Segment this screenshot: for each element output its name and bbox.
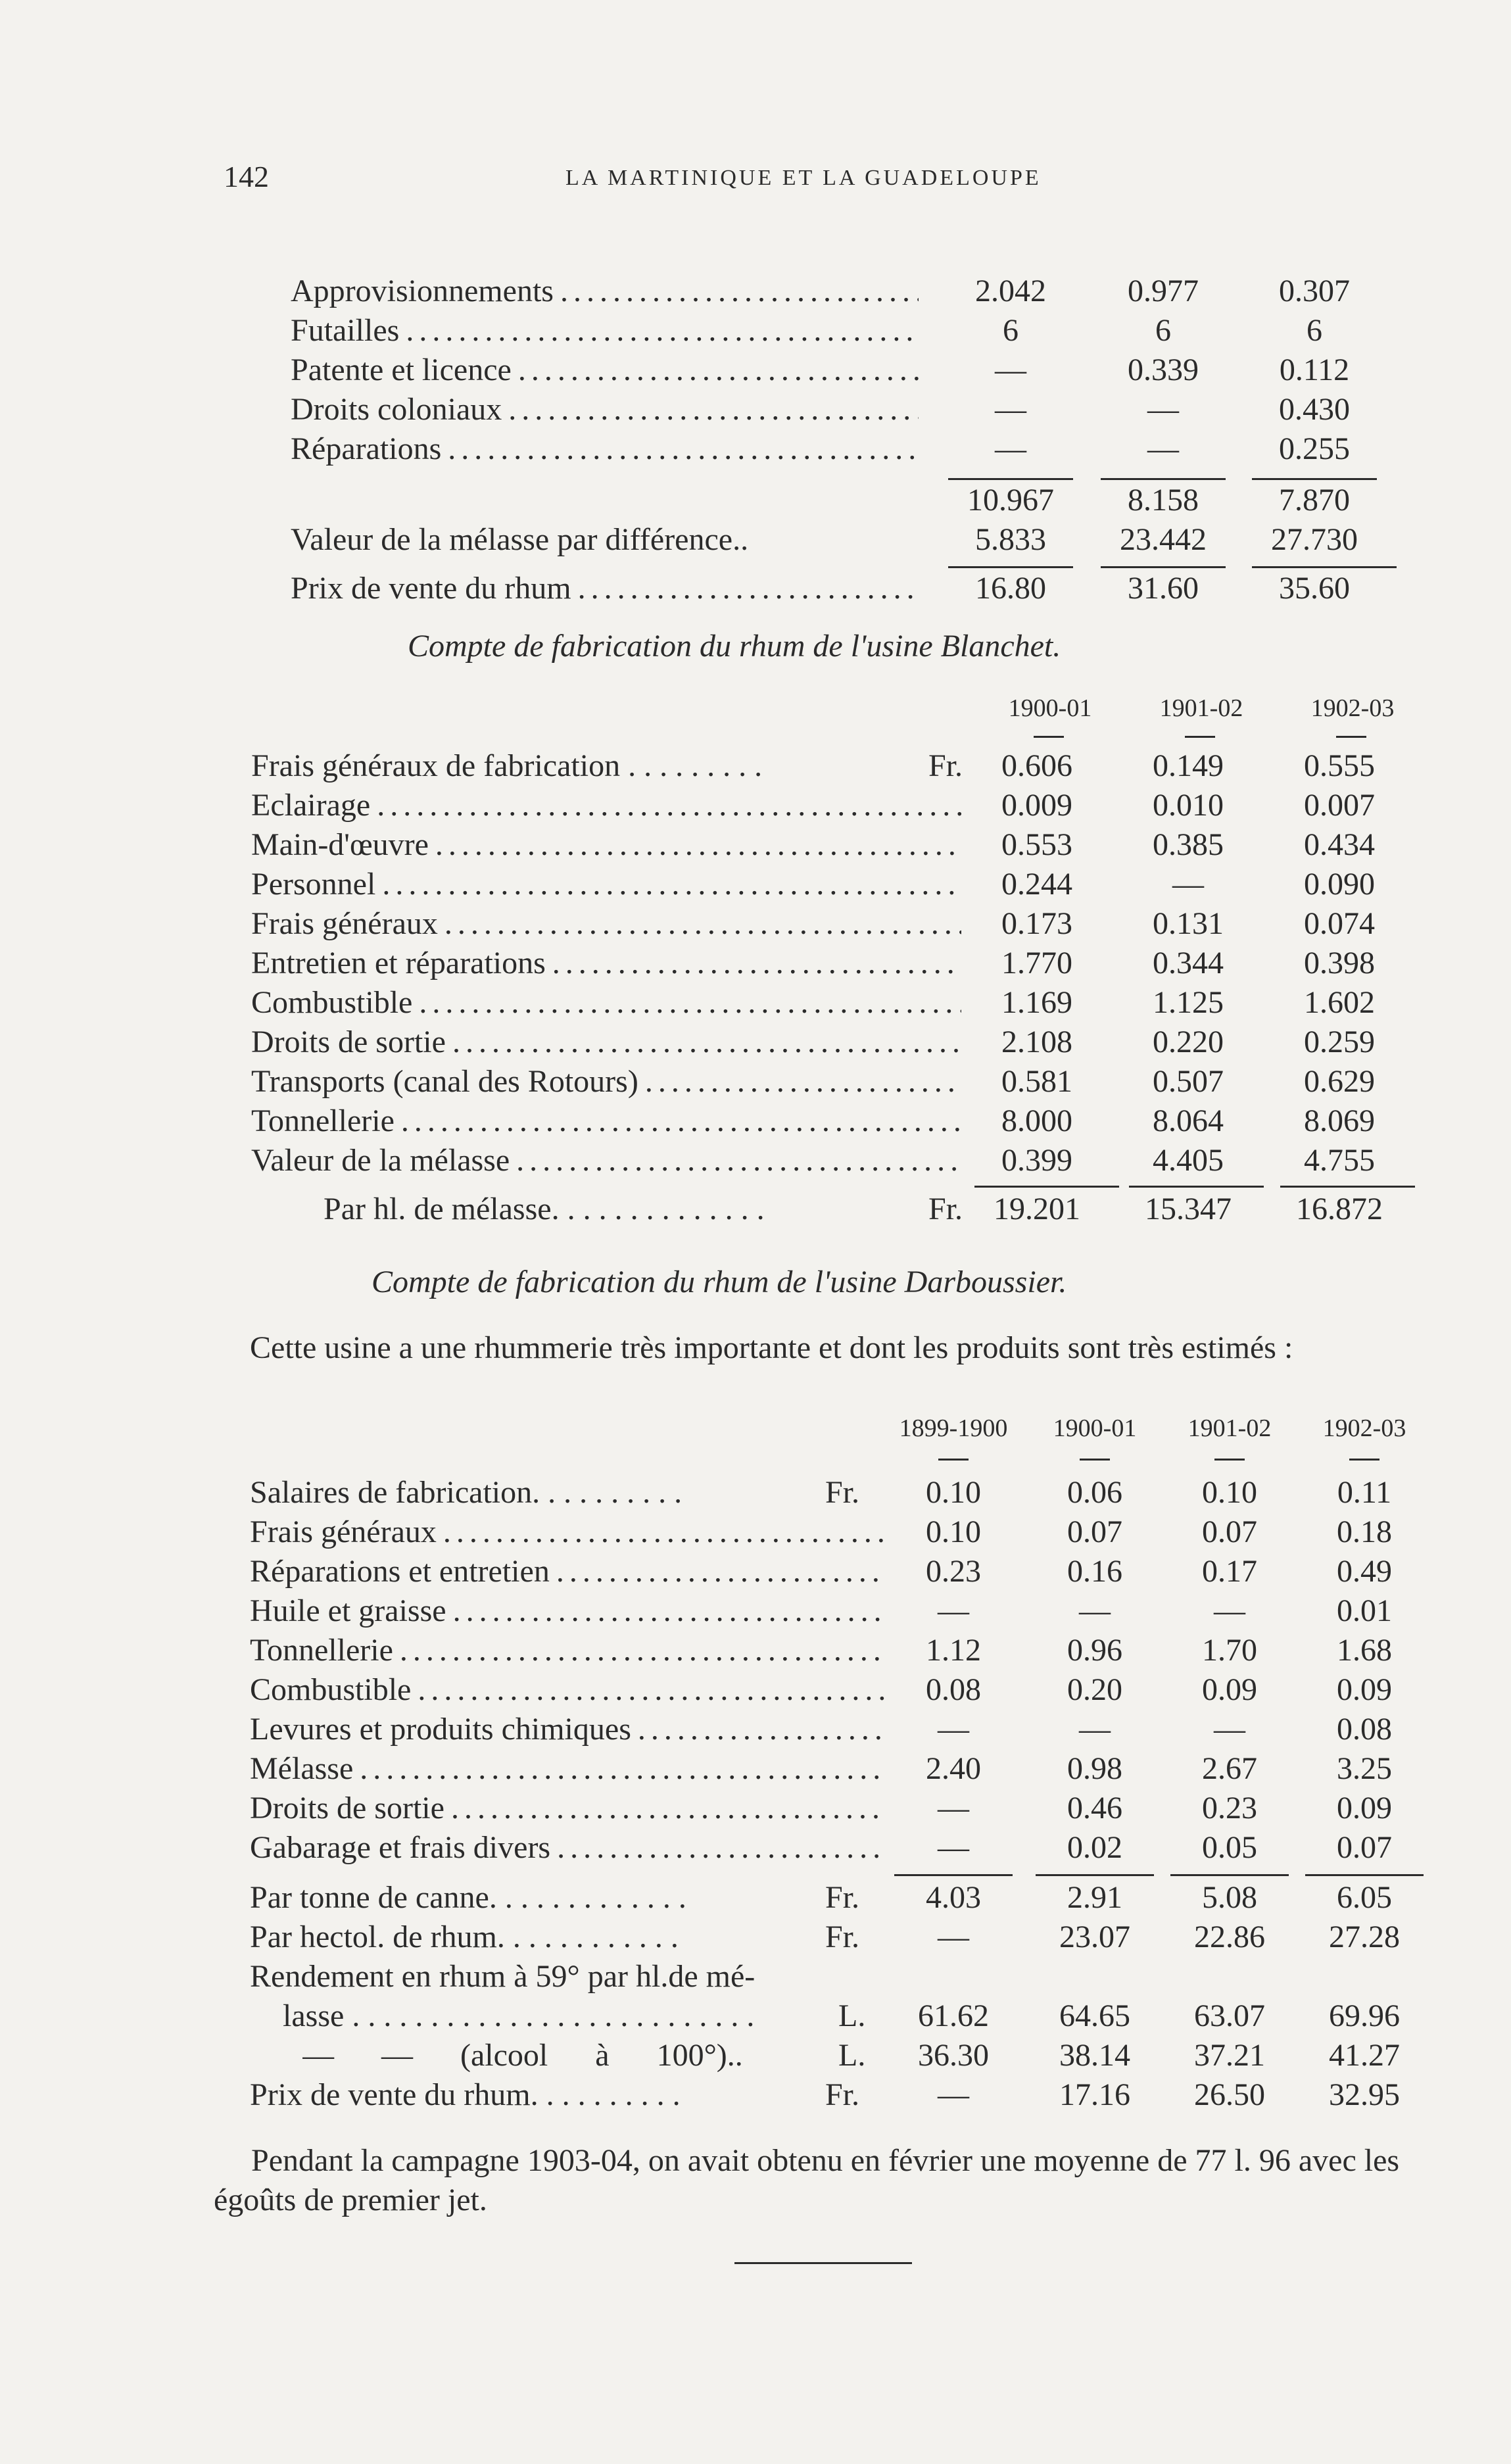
row-label: Mélasse . . . [250,1751,884,1787]
cell: 1.125 [1153,985,1224,1020]
cell: 0.07 [1337,1830,1392,1865]
cell: 17.16 [1059,2077,1130,2112]
cell: 0.10 [1202,1475,1257,1510]
cell: 36.30 [918,2038,989,2073]
sum-rule [1036,1874,1154,1876]
cell: 0.49 [1337,1554,1392,1589]
cell: 23.07 [1059,1920,1130,1954]
cell: 8.158 [1128,483,1199,518]
cell: 27.28 [1329,1920,1400,1954]
cell: 0.244 [1001,867,1072,902]
unit-label: L. [838,1998,866,2033]
row-label: Droits coloniaux . . . [291,391,919,427]
cell: 0.16 [1067,1554,1122,1589]
cell: 0.112 [1279,352,1350,387]
cell: 10.967 [967,483,1054,518]
row-label: Prix de vente du rhum. . . . . . . . . . [250,2077,681,2112]
unit-label: L. [838,2038,866,2073]
unit-label: Fr. [825,2077,860,2112]
cell: 1.12 [926,1633,981,1668]
cell: 4.755 [1304,1143,1375,1178]
cell: 0.430 [1279,392,1350,427]
cell: 0.220 [1153,1025,1224,1059]
cell: 0.10 [926,1475,981,1510]
cell: 0.385 [1153,827,1224,862]
cell: 63.07 [1194,1998,1265,2033]
row-label: Transports (canal des Rotours) . . . [251,1063,961,1099]
sum-rule [1170,1874,1289,1876]
header-dash [1336,736,1366,738]
cell: 0.98 [1067,1751,1122,1786]
cell: 0.398 [1304,946,1375,980]
cell: — [938,1593,969,1628]
unit-label: Fr. [825,1475,860,1510]
sum-rule [974,1186,1119,1188]
sum-rule [1252,478,1377,480]
row-label: Par hl. de mélasse. . . . . . . . . . . . . . [324,1192,765,1226]
end-rule [734,2262,912,2264]
cell: 2.108 [1001,1025,1072,1059]
row-label: Valeur de la mélasse . . . [251,1142,961,1178]
cell: 0.01 [1337,1593,1392,1628]
cell: 19.201 [994,1192,1080,1226]
header-dash [938,1459,969,1461]
cell: — [1214,1712,1245,1747]
cell: — [938,2077,969,2112]
cell: 7.870 [1279,483,1350,518]
cell: 0.074 [1304,906,1375,941]
page-header [224,159,1328,199]
cell: 41.27 [1329,2038,1400,2073]
cell: 4.03 [926,1880,981,1915]
cell: 1.169 [1001,985,1072,1020]
cell: 1.68 [1337,1633,1392,1668]
cell: 0.606 [1001,748,1072,783]
header-dash [1349,1459,1379,1461]
caption-darboussier: Compte de fabrication du rhum de l'usine Darboussier. [372,1265,1067,1299]
column-header: 1899-1900 [899,1414,1008,1442]
cell: 6 [1155,313,1171,348]
cell: 0.18 [1337,1514,1392,1549]
cell: 0.20 [1067,1672,1122,1707]
cell: 8.000 [1001,1103,1072,1138]
cell: 64.65 [1059,1998,1130,2033]
header-dash [1034,736,1064,738]
caption-blanchet: Compte de fabrication du rhum de l'usine Blanchet. [408,629,1061,664]
cell: 2.67 [1202,1751,1257,1786]
cell: 0.06 [1067,1475,1122,1510]
cell: 0.08 [926,1672,981,1707]
cell: — [995,392,1026,427]
row-label: Salaires de fabrication. . . . . . . . . . [250,1475,683,1510]
sum-rule [894,1874,1013,1876]
cell: 32.95 [1329,2077,1400,2112]
row-label: Personnel . . . [251,866,961,902]
cell: 0.10 [926,1514,981,1549]
cell: 0.007 [1304,788,1375,823]
cell: 0.629 [1304,1064,1375,1099]
cell: 0.09 [1337,1672,1392,1707]
header-dash [1185,736,1215,738]
header-dash [1214,1459,1245,1461]
cell: 1.770 [1001,946,1072,980]
cell: 27.730 [1271,522,1358,557]
cell: 0.009 [1001,788,1072,823]
cell: 0.46 [1067,1791,1122,1825]
sum-rule [948,566,1073,568]
cell: 5.833 [975,522,1046,557]
cell: 3.25 [1337,1751,1392,1786]
row-label: Réparations . . . [291,431,919,467]
header-dash [1080,1459,1110,1461]
cell: 0.553 [1001,827,1072,862]
cell: 0.05 [1202,1830,1257,1865]
cell: 0.090 [1304,867,1375,902]
column-header: 1901-02 [1159,694,1243,722]
page-number: 142 [224,160,269,193]
sum-rule [1101,478,1226,480]
intro-paragraph: Cette usine a une rhummerie très importante et dont les produits sont très estimés : [250,1330,1293,1365]
cell: 0.09 [1202,1672,1257,1707]
cell: — [938,1920,969,1954]
cell: 2.042 [975,274,1046,308]
cell: 0.173 [1001,906,1072,941]
cell: 0.07 [1202,1514,1257,1549]
unit-label: Fr. [928,1192,963,1226]
row-label: Huile et graisse . . . [250,1593,884,1629]
column-header: 1900-01 [1053,1414,1137,1442]
column-header: 1902-03 [1322,1414,1406,1442]
cell: — [1079,1593,1111,1628]
row-label: Main-d'œuvre . . . [251,827,961,863]
row-label: Entretien et réparations . . . [251,945,961,981]
row-label: Frais généraux de fabrication . . . . . . . . . [251,748,763,783]
cell: 6 [1307,313,1322,348]
cell: 1.70 [1202,1633,1257,1668]
closing-paragraph: Pendant la campagne 1903-04, on avait obtenu en février une moyenne de 77 l. 96 avec les égoûts de premier jet. [214,2143,1400,2217]
cell: — [1147,392,1179,427]
cell: 0.23 [926,1554,981,1589]
cell: 0.307 [1279,274,1350,308]
cell: 5.08 [1202,1880,1257,1915]
cell: 22.86 [1194,1920,1265,1954]
row-label: Approvisionnements . . . [291,273,919,309]
row-label: Par hectol. de rhum. . . . . . . . . . . . [250,1920,679,1954]
cell: 8.069 [1304,1103,1375,1138]
cell: — [995,352,1026,387]
row-label: lasse . . . . . . . . . . . . . . . . . . . . . . . . . . [283,1998,755,2033]
cell: 0.555 [1304,748,1375,783]
cell: 16.80 [975,571,1046,606]
cell: 0.131 [1153,906,1224,941]
cell: 0.010 [1153,788,1224,823]
cell: — [938,1830,969,1865]
cell: — [995,431,1026,466]
cell: 0.259 [1304,1025,1375,1059]
row-label: Valeur de la mélasse par différence.. [291,522,749,557]
row-label: Patente et licence . . . [291,352,919,388]
cell: 0.255 [1279,431,1350,466]
unit-label: Fr. [928,748,963,783]
cell: 16.872 [1296,1192,1383,1226]
row-label: Tonnellerie . . . [250,1632,884,1668]
cell: 37.21 [1194,2038,1265,2073]
row-label: Réparations et entretien . . . [250,1553,884,1589]
cell: 0.02 [1067,1830,1122,1865]
cell: 35.60 [1279,571,1350,606]
sum-rule [1305,1874,1424,1876]
cell: 6 [1003,313,1019,348]
row-label: Frais généraux . . . [251,906,961,942]
cell: 0.344 [1153,946,1224,980]
cell: 0.149 [1153,748,1224,783]
cell: 23.442 [1120,522,1207,557]
row-label: Rendement en rhum à 59° par hl.de mé- [250,1959,756,1994]
cell: 0.399 [1001,1143,1072,1178]
column-header: 1901-02 [1187,1414,1272,1442]
cell: 0.17 [1202,1554,1257,1589]
cell: 0.977 [1128,274,1199,308]
row-label: Prix de vente du rhum . . . [291,570,919,606]
cell: 0.08 [1337,1712,1392,1747]
cell: — [1079,1712,1111,1747]
row-label: Combustible . . . [251,984,961,1021]
cell: 0.11 [1337,1475,1392,1510]
row-label: Tonnellerie . . . [251,1103,961,1139]
running-title: LA MARTINIQUE ET LA GUADELOUPE [565,166,1042,190]
sum-rule [1129,1186,1264,1188]
row-label: Eclairage . . . [251,787,961,823]
cell: — [1172,867,1204,902]
row-label: Droits de sortie . . . [251,1024,961,1060]
column-header: 1900-01 [1008,694,1092,722]
cell: 6.05 [1337,1880,1392,1915]
sum-rule [948,478,1073,480]
cell: — [938,1791,969,1825]
row-label: Combustible . . . [250,1672,884,1708]
cell: 0.96 [1067,1633,1122,1668]
cell: 0.339 [1128,352,1199,387]
cell: 4.405 [1153,1143,1224,1178]
cell: 8.064 [1153,1103,1224,1138]
cell: 0.23 [1202,1791,1257,1825]
cell: 26.50 [1194,2077,1265,2112]
row-label: Frais généraux . . . [250,1514,884,1550]
unit-label: Fr. [825,1920,860,1954]
cell: 15.347 [1145,1192,1232,1226]
column-header: 1902-03 [1310,694,1395,722]
cell: 0.507 [1153,1064,1224,1099]
cell: 69.96 [1329,1998,1400,2033]
cell: — [1214,1593,1245,1628]
cell: 38.14 [1059,2038,1130,2073]
cell: 31.60 [1128,571,1199,606]
cell: 61.62 [918,1998,989,2033]
cell: 0.434 [1304,827,1375,862]
row-label: Futailles . . . [291,312,919,349]
row-label: Levures et produits chimiques . . . [250,1711,884,1747]
unit-label: Fr. [825,1880,860,1915]
row-label: Par tonne de canne. . . . . . . . . . . . . [250,1880,686,1915]
row-label: — — (alcool à 100°).. [302,2038,743,2073]
cell: 2.40 [926,1751,981,1786]
row-label: Gabarage et frais divers . . . [250,1829,884,1866]
cell: 0.07 [1067,1514,1122,1549]
sum-rule [1252,566,1397,568]
row-label: Droits de sortie . . . [250,1790,884,1826]
cell: — [1147,431,1179,466]
sum-rule [1101,566,1226,568]
cell: 0.581 [1001,1064,1072,1099]
cell: — [938,1712,969,1747]
cell: 0.09 [1337,1791,1392,1825]
cell: 1.602 [1304,985,1375,1020]
cell: 2.91 [1067,1880,1122,1915]
sum-rule [1280,1186,1415,1188]
